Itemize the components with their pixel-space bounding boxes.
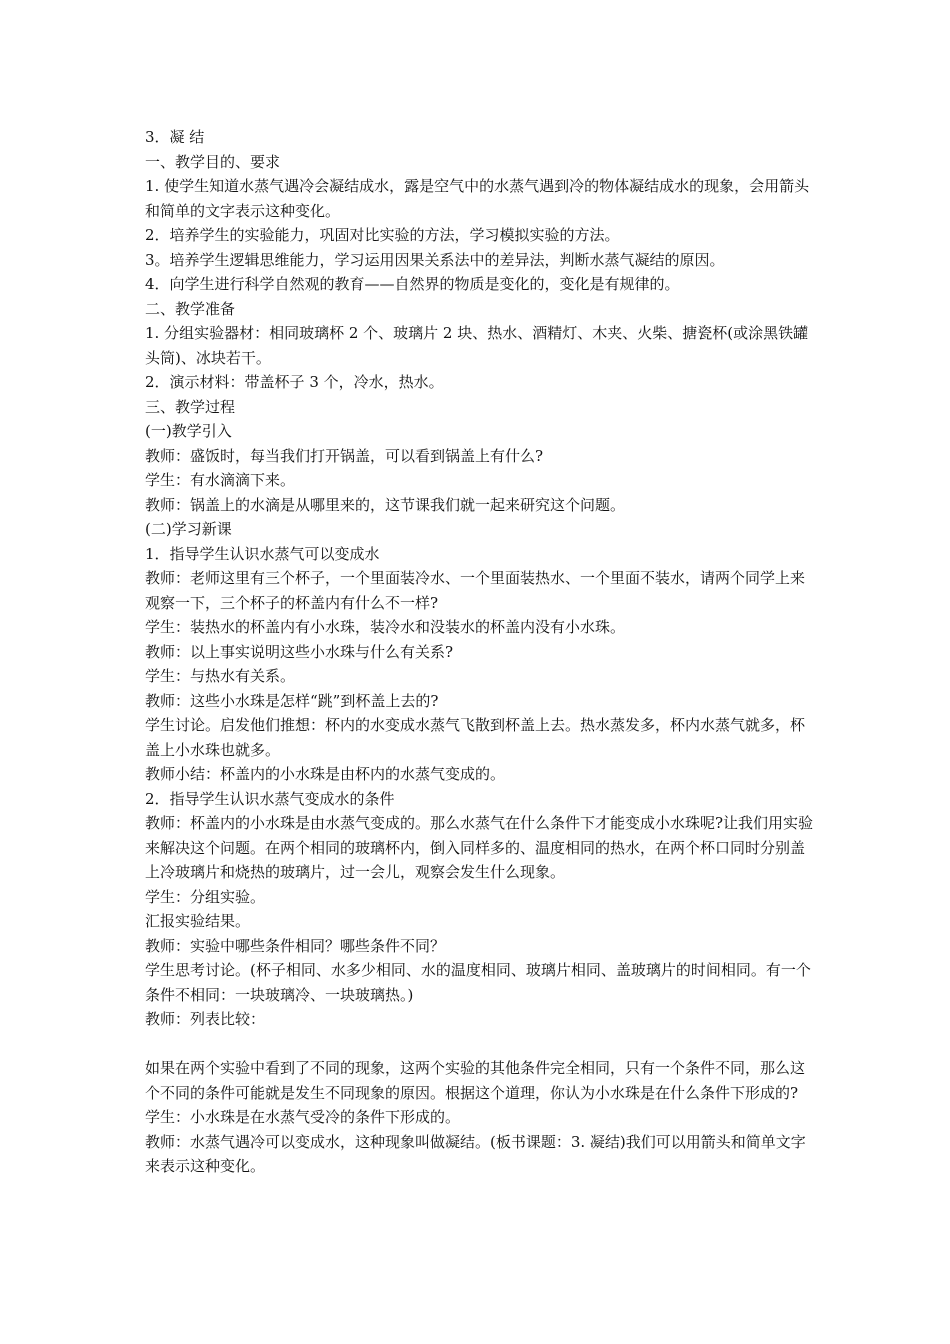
- dialogue-line: 教师小结：杯盖内的小水珠是由杯内的水蒸气变成的。: [145, 765, 506, 783]
- paragraph: 1. 分组实验器材：相同玻璃杯 2 个、玻璃片 2 块、热水、酒精灯、木夹、火柴、搪瓷杯(或涂黑铁罐头筒)、冰块若干。: [145, 324, 809, 367]
- table-placeholder-gap: [145, 1032, 815, 1057]
- paragraph: 汇报实验结果。: [145, 912, 251, 930]
- dialogue-line: 教师：杯盖内的小水珠是由水蒸气变成的。那么水蒸气在什么条件下才能变成小水珠呢?让我们用实验来解决这个问题。在两个相同的玻璃杯内，倒入同样多的、温度相同的热水，在两个杯口同时分别盖上冷玻璃片和烧热的玻璃片，过一会儿，观察会发生什么现象。: [145, 814, 814, 881]
- paragraph: 3。培养学生逻辑思维能力，学习运用因果关系法中的差异法，判断水蒸气凝结的原因。: [145, 250, 725, 269]
- dialogue-line: 学生：有水滴滴下来。: [145, 471, 296, 489]
- paragraph: 2．培养学生的实验能力，巩固对比实验的方法，学习模拟实验的方法。: [145, 226, 620, 244]
- dialogue-line: 学生：与热水有关系。: [145, 667, 296, 685]
- dialogue-line: 学生讨论。启发他们推想：杯内的水变成水蒸气飞散到杯盖上去。热水蒸发多，杯内水蒸气就多，杯盖上小水珠也就多。: [145, 716, 806, 759]
- lesson-title: 3．凝 结: [145, 128, 205, 146]
- dialogue-line: 教师：实验中哪些条件相同？哪些条件不同？: [145, 936, 446, 955]
- dialogue-line: 教师：以上事实说明这些小水珠与什么有关系?: [145, 642, 454, 661]
- dialogue-line: 学生：装热水的杯盖内有小水珠，装冷水和没装水的杯盖内没有小水珠。: [145, 618, 626, 636]
- dialogue-line: 学生：分组实验。: [145, 887, 266, 906]
- subsection-heading: (一)教学引入: [145, 422, 232, 440]
- paragraph: 4．向学生进行科学自然观的教育——自然界的物质是变化的，变化是有规律的。: [145, 275, 680, 293]
- section-heading: 一、教学目的、要求: [145, 152, 281, 171]
- dialogue-line: 教师：老师这里有三个杯子，一个里面装冷水、一个里面装热水、一个里面不装水，请两个同学上来观察一下，三个杯子的杯盖内有什么不一样?: [145, 569, 806, 612]
- dialogue-line: 教师：这些小水珠是怎样“跳”到杯盖上去的?: [145, 691, 439, 710]
- subsection-heading: (二)学习新课: [145, 520, 232, 538]
- section-heading: 三、教学过程: [145, 397, 236, 416]
- dialogue-line: 教师：水蒸气遇冷可以变成水，这种现象叫做凝结。(板书课题：3. 凝结)我们可以用箭头和简单文字来表示这种变化。: [145, 1132, 806, 1175]
- document-page: [145, 125, 815, 1179]
- dialogue-line: 教师：锅盖上的水滴是从哪里来的，这节课我们就一起来研究这个问题。: [145, 495, 626, 514]
- section-heading: 二、教学准备: [145, 299, 236, 318]
- paragraph: 1. 使学生知道水蒸气遇冷会凝结成水，露是空气中的水蒸气遇到冷的物体凝结成水的现象，会用箭头和简单的文字表示这种变化。: [145, 177, 810, 220]
- dialogue-line: 学生：小水珠是在水蒸气受冷的条件下形成的。: [145, 1108, 461, 1126]
- dialogue-line: 教师：列表比较：: [145, 1010, 266, 1028]
- step-heading: 2．指导学生认识水蒸气变成水的条件: [145, 789, 395, 808]
- paragraph: 2．演示材料：带盖杯子 3 个，冷水，热水。: [145, 373, 444, 391]
- paragraph: 如果在两个实验中看到了不同的现象，这两个实验的其他条件完全相同，只有一个条件不同，那么这个不同的条件可能就是发生不同现象的原因。根据这个道理，你认为小水珠是在什么条件下形成的?: [145, 1059, 806, 1102]
- step-heading: 1．指导学生认识水蒸气可以变成水: [145, 544, 380, 563]
- dialogue-line: 教师：盛饭时，每当我们打开锅盖，可以看到锅盖上有什么?: [145, 446, 544, 465]
- dialogue-line: 学生思考讨论。(杯子相同、水多少相同、水的温度相同、玻璃片相同、盖玻璃片的时间相同。有一个条件不相同：一块玻璃冷、一块玻璃热。): [145, 961, 811, 1004]
